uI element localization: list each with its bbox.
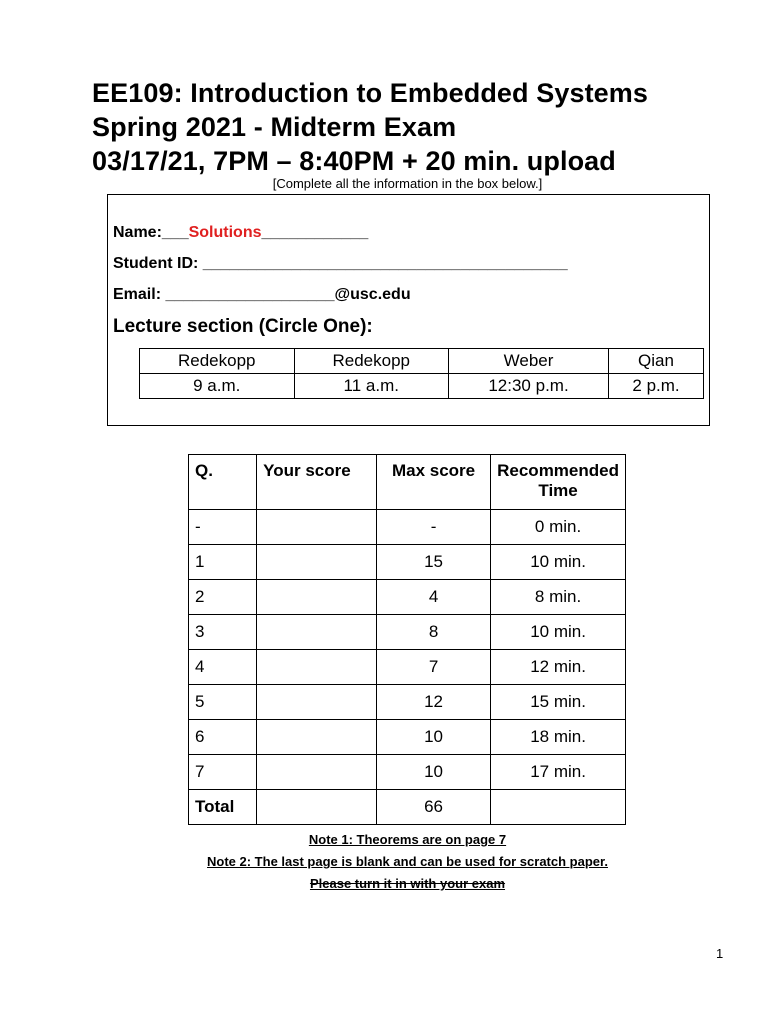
col-header-your-score: Your score [257,455,377,510]
section-time[interactable]: 9 a.m. [140,374,295,399]
table-row [189,580,626,615]
question-cell: 7 [189,755,257,790]
section-time[interactable]: 11 a.m. [294,374,449,399]
time-total-cell [491,790,626,825]
your-score-cell[interactable] [257,650,377,685]
section-option[interactable]: Redekopp [294,349,449,374]
name-value: Solutions [188,224,262,241]
max-score-cell: 15 [376,545,490,580]
time-cell: 10 min. [491,545,626,580]
table-row [189,755,626,790]
name-label: Name:___ [113,224,189,241]
question-cell: - [189,510,257,545]
table-row [189,650,626,685]
page-number: 1 [716,946,724,961]
section-option[interactable]: Redekopp [140,349,295,374]
col-header-question: Q. [189,455,257,510]
your-score-cell[interactable] [257,615,377,650]
question-cell: 3 [189,615,257,650]
max-score-cell: 4 [376,580,490,615]
max-score-cell: - [376,510,490,545]
your-score-cell[interactable] [257,755,377,790]
lecture-section-table [139,348,704,399]
max-score-cell: 12 [376,685,490,720]
lecture-section-label: Lecture section (Circle One): [113,316,373,337]
exam-title [92,76,648,178]
your-total-cell[interactable] [257,790,377,825]
max-score-cell: 10 [376,720,490,755]
section-option[interactable]: Weber [449,349,609,374]
col-header-max-score: Max score [376,455,490,510]
name-underline: ____________ [261,224,369,241]
table-row [189,720,626,755]
score-table [188,454,626,825]
title-exam: Spring 2021 - Midterm Exam [92,112,457,142]
question-cell: 4 [189,650,257,685]
section-option[interactable]: Qian [609,349,704,374]
table-row [189,615,626,650]
max-score-cell: 7 [376,650,490,685]
title-date: 03/17/21, 7PM – 8:40PM + 20 min. upload [92,146,616,176]
time-cell: 15 min. [491,685,626,720]
total-label: Total [189,790,257,825]
max-total-cell: 66 [376,790,490,825]
your-score-cell[interactable] [257,685,377,720]
your-score-cell[interactable] [257,720,377,755]
table-row [189,685,626,720]
note-turn-in: Please turn it in with your exam [309,876,506,891]
score-header-row [189,455,626,510]
total-row [189,790,626,825]
time-cell: 18 min. [491,720,626,755]
time-cell: 12 min. [491,650,626,685]
time-cell: 10 min. [491,615,626,650]
max-score-cell: 10 [376,755,490,790]
table-row [189,510,626,545]
time-cell: 0 min. [491,510,626,545]
section-time[interactable]: 12:30 p.m. [449,374,609,399]
your-score-cell[interactable] [257,580,377,615]
time-row [140,374,704,399]
question-cell: 5 [189,685,257,720]
table-row [189,545,626,580]
name-field[interactable] [113,224,368,242]
note-theorems: Note 1: Theorems are on page 7 [308,832,507,847]
note-scratch-paper: Note 2: The last page is blank and can be used for scratch paper. [207,854,608,869]
instruction-text: [Complete all the information in the box below.] [272,176,543,191]
your-score-cell[interactable] [257,510,377,545]
student-id-field[interactable]: Student ID: _________________________________________ [113,255,568,272]
max-score-cell: 8 [376,615,490,650]
section-time[interactable]: 2 p.m. [609,374,704,399]
your-score-cell[interactable] [257,545,377,580]
time-cell: 8 min. [491,580,626,615]
question-cell: 2 [189,580,257,615]
question-cell: 6 [189,720,257,755]
title-course: EE109: Introduction to Embedded Systems [92,78,649,108]
col-header-recommended-time: Recommended Time [491,455,626,510]
instructor-row [140,349,704,374]
time-cell: 17 min. [491,755,626,790]
question-cell: 1 [189,545,257,580]
email-field[interactable]: Email: ___________________@usc.edu [113,286,411,303]
